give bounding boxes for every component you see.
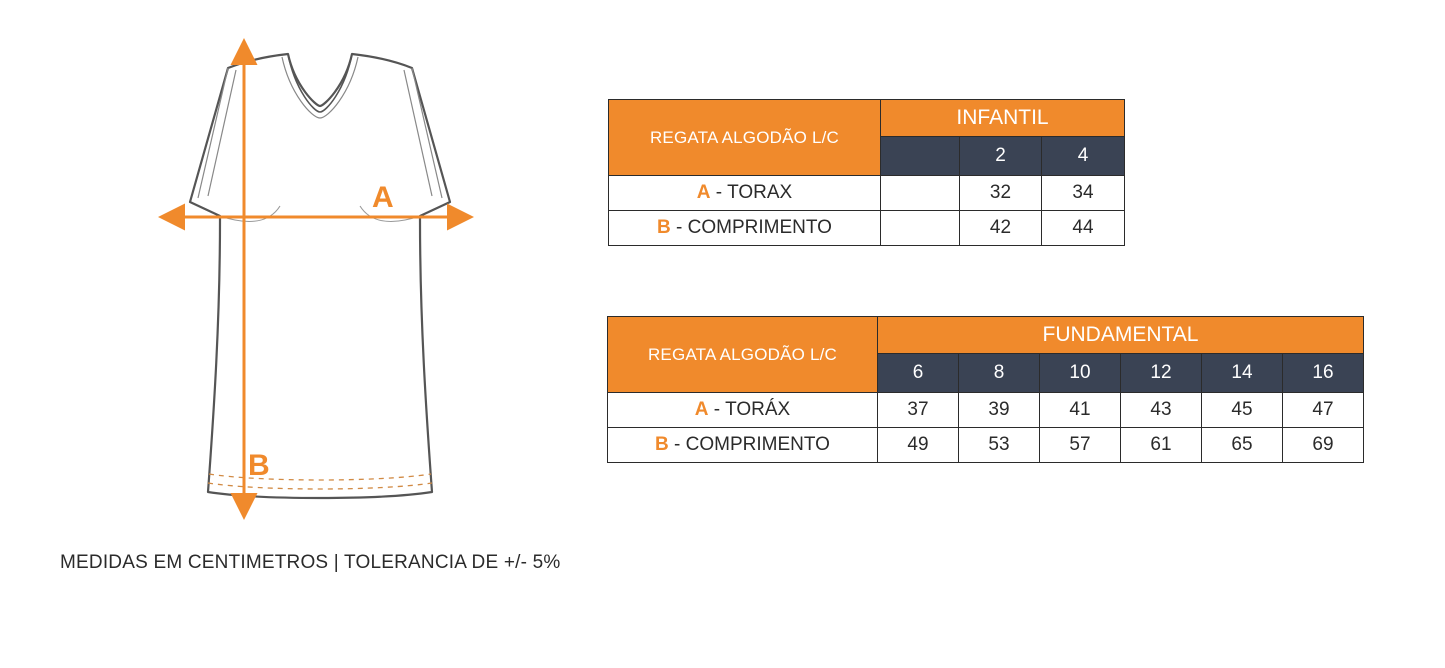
group-header-fundamental: FUNDAMENTAL bbox=[878, 317, 1364, 354]
size-header-2: 2 bbox=[960, 137, 1042, 176]
value-comprimento-6: 49 bbox=[878, 428, 959, 463]
tank-top-outline bbox=[190, 54, 450, 498]
row-text-torax: - TORÁX bbox=[708, 399, 791, 420]
size-header-4: 4 bbox=[1042, 137, 1125, 176]
label-b: B bbox=[248, 449, 270, 482]
product-name-infantil: REGATA ALGODÃO L/C bbox=[609, 100, 881, 176]
value-comprimento-16: 69 bbox=[1283, 428, 1364, 463]
row-text-torax: - TORAX bbox=[710, 182, 793, 203]
row-letter-a: A bbox=[696, 182, 711, 203]
value-torax-10: 41 bbox=[1040, 393, 1121, 428]
row-label-torax bbox=[609, 176, 881, 211]
blank-size-cell bbox=[881, 137, 960, 176]
value-torax-8: 39 bbox=[959, 393, 1040, 428]
row-letter-a: A bbox=[694, 399, 709, 420]
table-header-row bbox=[609, 100, 1125, 137]
value-comprimento-14: 65 bbox=[1202, 428, 1283, 463]
value-torax-16: 47 bbox=[1283, 393, 1364, 428]
tank-top-diagram bbox=[120, 30, 520, 530]
value-torax-4: 34 bbox=[1042, 176, 1125, 211]
row-label-comprimento bbox=[609, 211, 881, 246]
row-text-comprimento: - COMPRIMENTO bbox=[670, 217, 832, 238]
blank-cell bbox=[881, 176, 960, 211]
table-row bbox=[609, 211, 1125, 246]
garment-illustration bbox=[120, 30, 520, 530]
value-comprimento-8: 53 bbox=[959, 428, 1040, 463]
label-a: A bbox=[372, 181, 394, 214]
value-torax-14: 45 bbox=[1202, 393, 1283, 428]
measurement-footnote: MEDIDAS EM CENTIMETROS | TOLERANCIA DE +/- 5% bbox=[60, 552, 561, 573]
size-table-fundamental bbox=[607, 316, 1364, 463]
row-text-comprimento: - COMPRIMENTO bbox=[668, 434, 830, 455]
blank-cell bbox=[881, 211, 960, 246]
size-header-6: 6 bbox=[878, 354, 959, 393]
size-header-8: 8 bbox=[959, 354, 1040, 393]
value-comprimento-2: 42 bbox=[960, 211, 1042, 246]
group-header-infantil: INFANTIL bbox=[881, 100, 1125, 137]
size-table-infantil bbox=[608, 99, 1125, 246]
table-row bbox=[609, 176, 1125, 211]
size-header-14: 14 bbox=[1202, 354, 1283, 393]
row-label-torax bbox=[608, 393, 878, 428]
value-comprimento-4: 44 bbox=[1042, 211, 1125, 246]
value-comprimento-10: 57 bbox=[1040, 428, 1121, 463]
row-label-comprimento bbox=[608, 428, 878, 463]
row-letter-b: B bbox=[657, 217, 671, 238]
value-torax-6: 37 bbox=[878, 393, 959, 428]
product-name-fundamental: REGATA ALGODÃO L/C bbox=[608, 317, 878, 393]
size-header-16: 16 bbox=[1283, 354, 1364, 393]
value-torax-2: 32 bbox=[960, 176, 1042, 211]
size-header-10: 10 bbox=[1040, 354, 1121, 393]
value-torax-12: 43 bbox=[1121, 393, 1202, 428]
table-row bbox=[608, 428, 1364, 463]
row-letter-b: B bbox=[655, 434, 669, 455]
size-header-12: 12 bbox=[1121, 354, 1202, 393]
value-comprimento-12: 61 bbox=[1121, 428, 1202, 463]
table-header-row bbox=[608, 317, 1364, 354]
table-row bbox=[608, 393, 1364, 428]
